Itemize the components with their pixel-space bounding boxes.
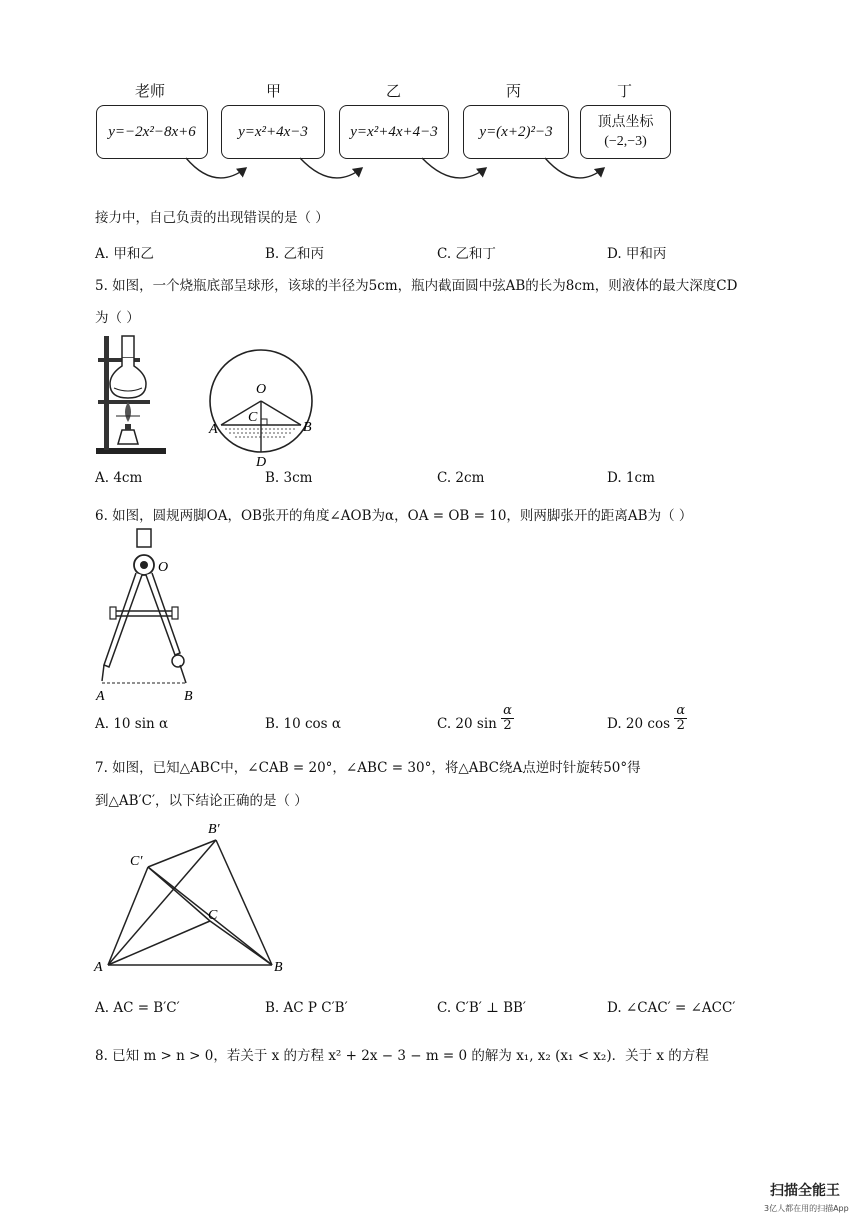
q4-stem: 接力中，自己负责的出现错误的是（ ） — [95, 210, 329, 226]
q6-option-d — [607, 703, 687, 733]
q6-option-c-fraction — [501, 704, 514, 733]
fraction-denominator: 2 — [676, 718, 685, 733]
relay-box-jia-text: y=x²+4x−3 — [238, 123, 308, 140]
relay-box-ding-line2: (−2,−3) — [604, 134, 647, 149]
fraction-numerator: α — [676, 703, 686, 718]
segment-ab-prime — [108, 840, 216, 965]
q4-option-c: C. 乙和丁 — [437, 246, 496, 262]
fraction-numerator: α — [503, 703, 512, 718]
arrow-bing-ding — [545, 158, 604, 178]
label-o: O — [256, 382, 267, 397]
relay-box-bing-text: y=(x+2)²−3 — [479, 123, 553, 140]
q4-option-b: B. 乙和丙 — [265, 246, 325, 262]
label-b-prime: B′ — [208, 822, 220, 837]
q4-option-d: D. 甲和丙 — [607, 246, 667, 262]
label-c: C — [208, 908, 218, 923]
q6-option-d-text: D. 20 cos — [607, 716, 671, 732]
q5-option-b: B. 3cm — [265, 470, 313, 486]
triangle-rotation-figure — [92, 815, 302, 985]
q6-option-c — [437, 703, 514, 733]
watermark-subtitle: 3亿人都在用的扫描App — [764, 1204, 849, 1213]
arrow-yi-bing — [422, 158, 486, 178]
relay-label-bing: 丙 — [506, 82, 522, 100]
q7-option-c: C. C′B′ ⊥ BB′ — [437, 1000, 526, 1016]
relay-label-yi: 乙 — [386, 82, 402, 100]
label-a: A — [94, 960, 103, 975]
watermark-title: 扫描全能王 — [770, 1183, 840, 1199]
relay-box-yi-text: y=x²+4x+4−3 — [350, 123, 438, 140]
label-c: C — [248, 410, 258, 425]
label-b: B — [184, 689, 193, 704]
label-a: A — [209, 422, 218, 437]
q6-option-c-text: C. 20 sin — [437, 716, 497, 732]
q5-stem-line2: 为（ ） — [95, 310, 140, 326]
circle-figure — [205, 345, 325, 475]
q6-stem: 6. 如图，圆规两脚OA，OB张开的角度∠AOB为α，OA = OB = 10，则两脚张开的距离AB为（ ） — [95, 508, 693, 524]
arrow-jia-yi — [300, 158, 362, 178]
label-a: A — [96, 689, 105, 704]
relay-box-teacher-text: y=−2x²−8x+6 — [108, 123, 196, 140]
relay-label-teacher: 老师 — [135, 82, 166, 100]
q7-option-d: D. ∠CAC′ = ∠ACC′ — [607, 1000, 736, 1016]
q7-option-a: A. AC = B′C′ — [95, 1000, 180, 1016]
q7-option-b: B. AC P C′B′ — [265, 1000, 348, 1016]
q6-option-d-fraction — [674, 704, 687, 733]
relay-box-ding-line1: 顶点坐标 — [597, 114, 654, 130]
label-b: B — [274, 960, 283, 975]
q6-option-b: B. 10 cos α — [265, 716, 341, 732]
relay-label-jia: 甲 — [266, 82, 282, 100]
q8-stem: 8. 已知 m > n > 0，若关于 x 的方程 x² + 2x − 3 − m = 0 的解为 x₁, x₂ (x₁ < x₂)．关于 x 的方程 — [95, 1048, 709, 1064]
q5-option-a: A. 4cm — [95, 470, 143, 486]
arrow-teacher-jia — [186, 158, 246, 178]
relay-label-ding: 丁 — [617, 82, 633, 100]
q6-option-a: A. 10 sin α — [95, 716, 169, 732]
relay-arrows — [0, 0, 867, 200]
flask-apparatus-figure — [92, 332, 172, 457]
label-b: B — [303, 420, 312, 435]
label-o: O — [158, 560, 169, 575]
q5-stem-line1: 5. 如图，一个烧瓶底部呈球形，该球的半径为5cm，瓶内截面圆中弦AB的长为8cm，则液体的最大深度CD — [95, 278, 738, 294]
fraction-denominator: 2 — [503, 718, 512, 733]
label-d: D — [256, 455, 267, 470]
q4-option-a: A. 甲和乙 — [95, 246, 154, 262]
q5-option-d: D. 1cm — [607, 470, 655, 486]
segment-c-prime-b-prime — [148, 840, 216, 867]
label-c-prime: C′ — [130, 854, 143, 869]
q7-stem-line1: 7. 如图，已知△ABC中，∠CAB = 20°，∠ABC = 30°，将△ABC绕A点逆时针旋转50°得 — [95, 760, 641, 776]
q7-stem-line2: 到△AB′C′，以下结论正确的是（ ） — [95, 793, 308, 809]
compass-figure — [92, 525, 202, 705]
q5-option-c: C. 2cm — [437, 470, 485, 486]
segment-b-prime-b — [216, 840, 272, 965]
